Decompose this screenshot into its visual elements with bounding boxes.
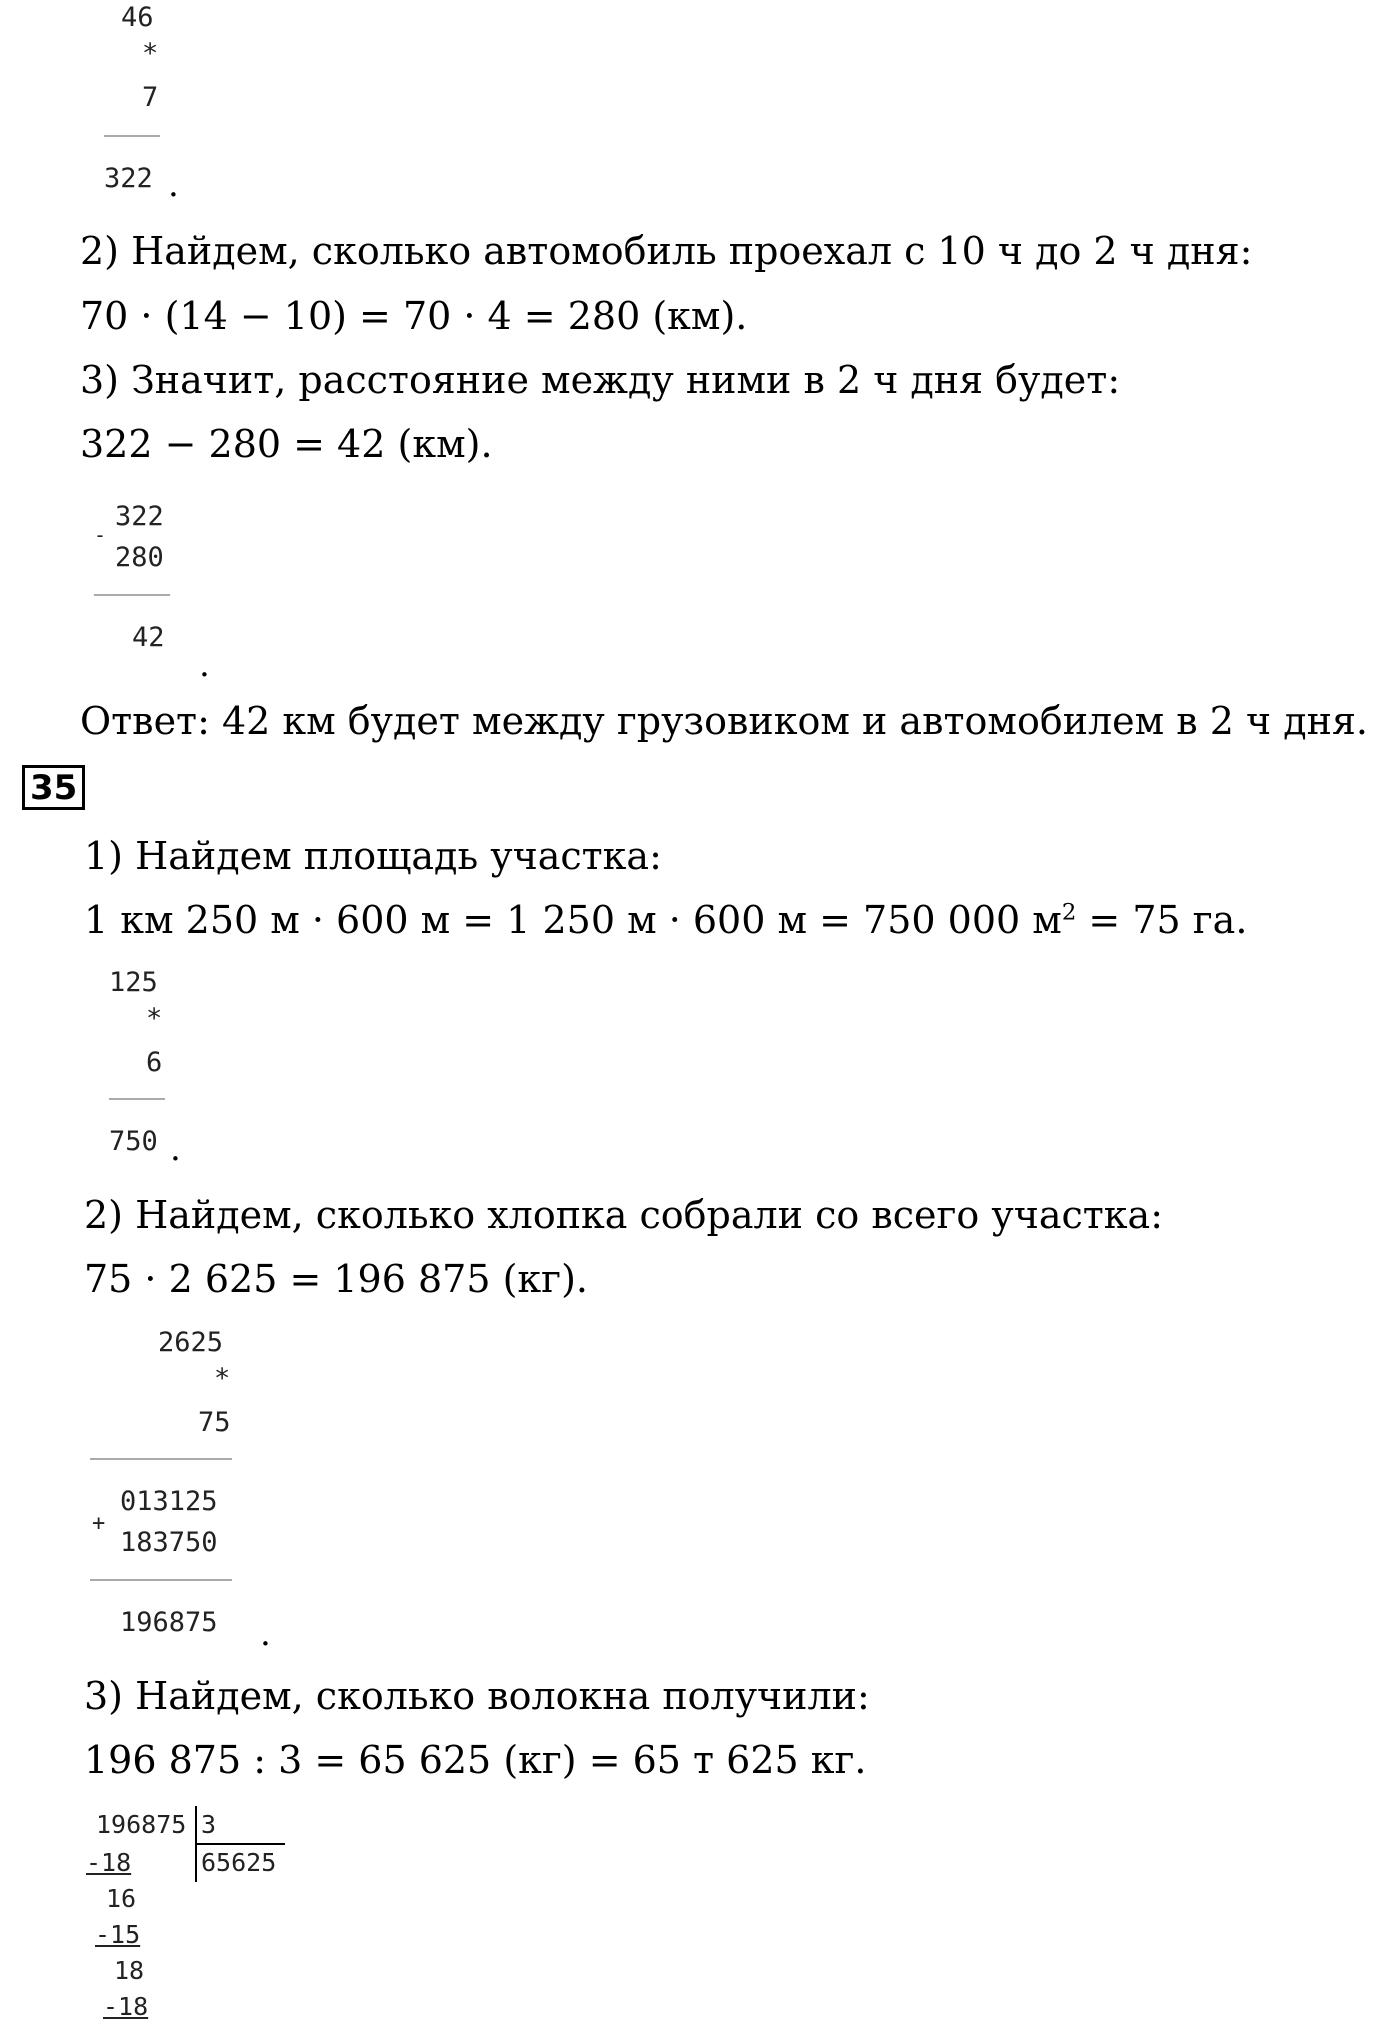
step2-title: 2) Найдем, сколько автомобиль проехал с 10 ч до 2 ч дня: [80,229,1253,273]
division-quotient-line [195,1843,285,1845]
calc-partial-1: 013125 [120,1486,218,1517]
calc-operand-bottom: 7 [142,82,159,113]
division-quotient: 65625 [201,1848,277,1877]
task35-step2-formula: 75 · 2 625 = 196 875 (кг). [84,1257,588,1301]
calc-divider-line [90,1458,232,1460]
calc-result: 750 [109,1126,158,1157]
step2-formula: 70 · (14 − 10) = 70 · 4 = 280 (км). [80,294,748,338]
division-step-row: 18 [114,1956,145,1985]
division-step-row: -18 [103,1992,149,2021]
task35-step3-formula: 196 875 : 3 = 65 625 (кг) = 65 т 625 кг. [84,1738,867,1782]
calc-operand-top: 125 [109,967,158,998]
task-number-badge: 35 [22,765,85,810]
calc-operand-top: 2625 [158,1327,224,1358]
division-dividend: 196875 [96,1810,187,1839]
calc-operand-bottom: 75 [198,1407,231,1438]
calc-dot: . [260,1614,271,1654]
calc-dot: . [168,165,179,205]
calc-operator: * [214,1363,231,1394]
division-step-row: -15 [95,1920,141,1949]
task35-step2-title: 2) Найдем, сколько хлопка собрали со всего участка: [84,1193,1163,1237]
calc-result: 322 [104,163,153,194]
calc-operand-top: 46 [121,2,154,33]
calc-result: 196875 [120,1607,218,1638]
calc-result: 42 [132,622,165,653]
calc-partial-2: 183750 [120,1527,218,1558]
calc-divider-line [104,135,160,137]
answer-text: Ответ: 42 км будет между грузовиком и автомобилем в 2 ч дня. [80,699,1368,743]
division-divisor: 3 [201,1810,217,1839]
calc-plus-sign: + [92,1511,106,1536]
calc-divider-line [94,594,170,596]
step3-title: 3) Значит, расстояние между ними в 2 ч дня будет: [80,358,1121,402]
formula-exponent: 2 [1061,899,1077,926]
calc-operator: * [142,38,159,69]
calc-minuend: 322 [115,501,164,532]
calc-operand-bottom: 6 [146,1047,163,1078]
calc-divider-line [90,1579,232,1581]
task35-step1-formula [84,898,1248,942]
calc-minus-sign: - [94,523,107,547]
division-step-row: 16 [106,1884,137,1913]
division-step-row: -18 [86,1848,132,1877]
calc-dot: . [199,645,210,685]
calc-dot: . [170,1129,181,1169]
calc-operator: * [146,1003,163,1034]
calc-divider-line [109,1098,165,1100]
formula-part-a: 1 км 250 м · 600 м = 1 250 м · 600 м = 750 000 м [84,898,1062,942]
formula-part-b: = 75 га. [1076,898,1248,942]
task35-step1-title: 1) Найдем площадь участка: [84,834,662,878]
task35-step3-title: 3) Найдем, сколько волокна получили: [84,1674,870,1718]
calc-subtrahend: 280 [115,542,164,573]
step3-formula: 322 − 280 = 42 (км). [80,422,493,466]
